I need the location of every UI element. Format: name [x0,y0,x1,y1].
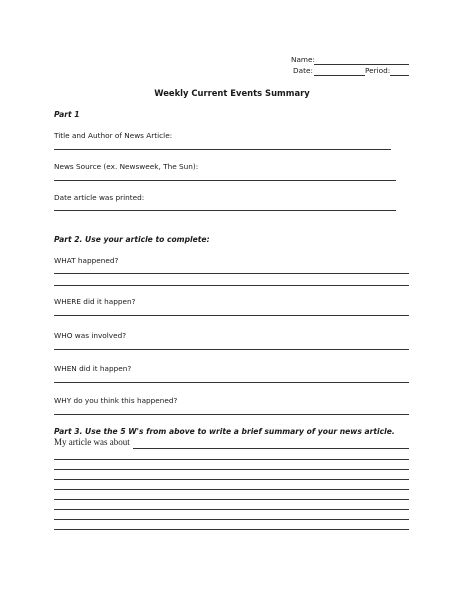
part1-heading: Part 1 [54,110,80,119]
name-line[interactable] [314,64,409,65]
summary-starter: My article was about [54,437,130,447]
name-label: Name: [291,55,315,64]
answer-line-who[interactable] [54,349,409,350]
question-who: WHO was involved? [54,331,127,340]
answer-line-where[interactable] [54,315,409,316]
question-why: WHY do you think this happened? [54,396,178,405]
answer-line-what-1[interactable] [54,273,409,274]
summary-line-6[interactable] [54,499,409,500]
summary-line-8[interactable] [54,519,409,520]
answer-line-title-author[interactable] [54,149,391,150]
summary-line-7[interactable] [54,509,409,510]
answer-line-what-2[interactable] [54,285,409,286]
question-where: WHERE did it happen? [54,297,136,306]
answer-line-why[interactable] [54,414,409,415]
summary-line-9[interactable] [54,529,409,530]
part2-heading: Part 2. Use your article to complete: [54,235,210,244]
period-label: Period: [365,66,391,75]
part3-heading: Part 3. Use the 5 W's from above to write a brief summary of your news article. [54,427,395,436]
period-line[interactable] [390,75,409,76]
summary-line-4[interactable] [54,479,409,480]
question-what: WHAT happened? [54,256,119,265]
question-when: WHEN did it happen? [54,364,132,373]
date-line[interactable] [314,75,365,76]
worksheet-title: Weekly Current Events Summary [154,88,310,98]
answer-line-when[interactable] [54,382,409,383]
answer-line-news-source[interactable] [54,180,396,181]
question-news-source: News Source (ex. Newsweek, The Sun): [54,162,199,171]
date-label: Date: [293,66,313,75]
summary-line-3[interactable] [54,469,409,470]
summary-line-2[interactable] [54,459,409,460]
answer-line-date-printed[interactable] [54,210,396,211]
summary-line-1[interactable] [133,448,409,449]
question-date-printed: Date article was printed: [54,193,145,202]
summary-line-5[interactable] [54,489,409,490]
question-title-author: Title and Author of News Article: [54,131,173,140]
